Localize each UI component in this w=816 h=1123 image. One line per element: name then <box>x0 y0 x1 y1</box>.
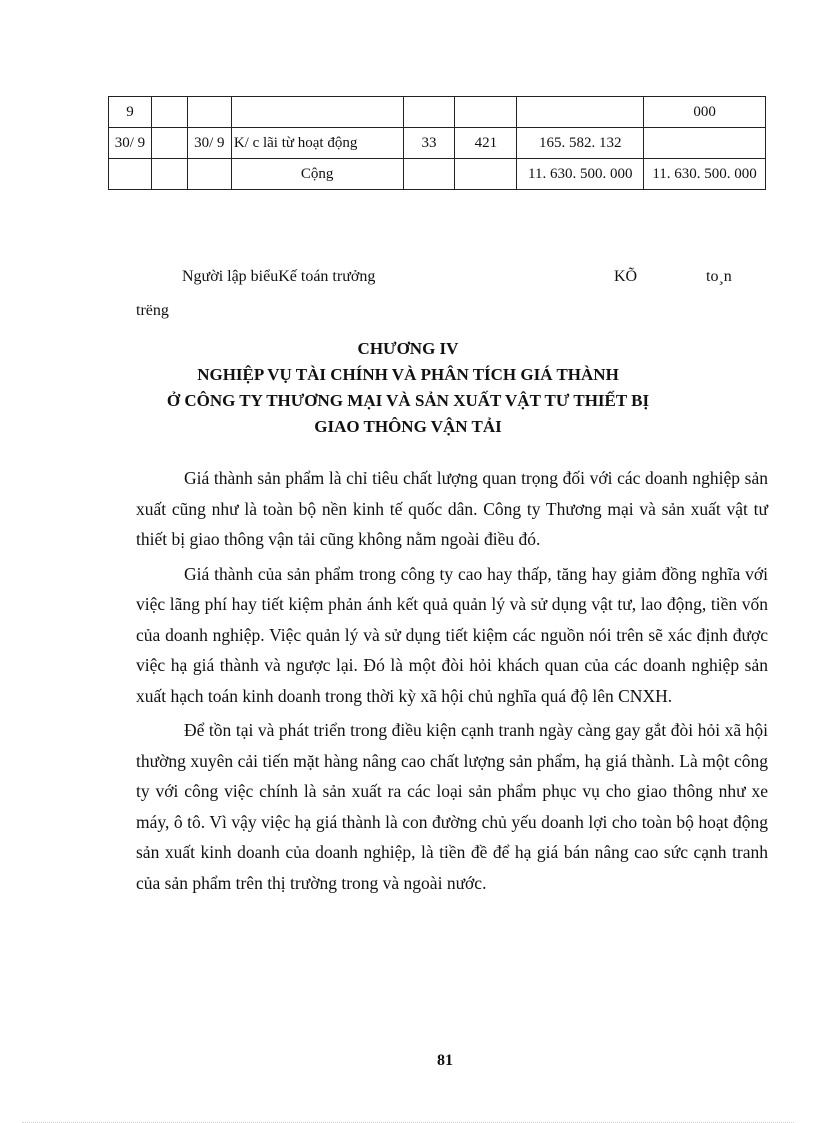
page-number: 81 <box>437 1052 453 1069</box>
ledger-table <box>108 96 766 190</box>
signature-preparer: Người lập biểuKế toán trưởng <box>182 268 376 285</box>
table-row <box>109 128 766 159</box>
cell-date <box>109 159 152 190</box>
cell-description <box>231 97 403 128</box>
cell-voucher-date: 30/ 9 <box>187 128 231 159</box>
cell-description: K/ c lãi từ hoạt động <box>231 128 403 159</box>
cell-account: 421 <box>455 128 517 159</box>
cell-voucher-no <box>151 97 187 128</box>
cell-date: 9 <box>109 97 152 128</box>
cell-credit <box>644 128 766 159</box>
chapter-title-line: NGHIỆP VỤ TÀI CHÍNH VÀ PHÂN TÍCH GIÁ THÀNH <box>197 365 619 384</box>
body-text <box>136 463 768 902</box>
table-row <box>109 97 766 128</box>
signature-director-part2: to¸n <box>706 268 732 285</box>
cell-debit: 165. 582. 132 <box>517 128 644 159</box>
paragraph: Giá thành của sản phẩm trong công ty cao hay thấp, tăng hay giảm đồng nghĩa với việc lãng phí hay tiết kiệm phản ánh kết quả quản lý và sử dụng vật tư, lao động, tiền vốn của doanh nghiệp. Việc quản lý và sử dụng tiết kiệm các nguồn nói trên sẽ xác định được việc hạ giá thành và ngược lại. Đó là một đòi hỏi khách quan của các doanh nghiệp sản xuất hạch toán kinh doanh trong thời kỳ xã hội chủ nghĩa quá độ lên CNXH. <box>136 563 768 706</box>
cell-page <box>403 97 455 128</box>
paragraph: Giá thành sản phẩm là chỉ tiêu chất lượng quan trọng đối với các doanh nghiệp sản xuất cũng như là toàn bộ nền kinh tế quốc dân. Công ty Thương mại và sản xuất vật tư thiết bị giao thông vận tải cũng không nằm ngoài điều đó. <box>136 468 768 549</box>
cell-account <box>455 97 517 128</box>
cell-page: 33 <box>403 128 455 159</box>
cell-voucher-date <box>187 97 231 128</box>
cell-credit: 000 <box>644 97 766 128</box>
cell-debit <box>517 97 644 128</box>
signature-director-part1: KÕ <box>614 268 638 285</box>
chapter-title-line: Ở CÔNG TY THƯƠNG MẠI VÀ SẢN XUẤT VẬT TƯ THIẾT BỊ <box>166 391 650 410</box>
cell-credit-total: 11. 630. 500. 000 <box>644 159 766 190</box>
cell-page <box>403 159 455 190</box>
cell-voucher-date <box>187 159 231 190</box>
cell-voucher-no <box>151 159 187 190</box>
chapter-number: CHƯƠNG IV <box>357 339 459 358</box>
cell-total-label: Cộng <box>231 159 403 190</box>
signature-director-part3: trëng <box>136 302 169 319</box>
paragraph: Để tồn tại và phát triển trong điều kiện cạnh tranh ngày càng gay gắt đòi hỏi xã hội thường xuyên cải tiến mặt hàng nâng cao chất lượng sản phẩm, hạ giá thành. Là một công ty với công việc chính là sản xuất ra các loại sản phẩm phục vụ cho giao thông như xe máy, ô tô. Vì vậy việc hạ giá thành là con đường chủ yếu doanh lợi cho toàn bộ hoạt động sản xuất kinh doanh của doanh nghiệp, là tiền đề để hạ giá bán nâng cao sức cạnh tranh của sản phẩm trên thị trường trong và ngoài nước. <box>136 720 768 893</box>
cell-date: 30/ 9 <box>109 128 152 159</box>
cell-voucher-no <box>151 128 187 159</box>
chapter-title-line: GIAO THÔNG VẬN TẢI <box>314 417 502 436</box>
table-row-total <box>109 159 766 190</box>
cell-debit-total: 11. 630. 500. 000 <box>517 159 644 190</box>
cell-account <box>455 159 517 190</box>
chapter-heading <box>100 336 716 440</box>
